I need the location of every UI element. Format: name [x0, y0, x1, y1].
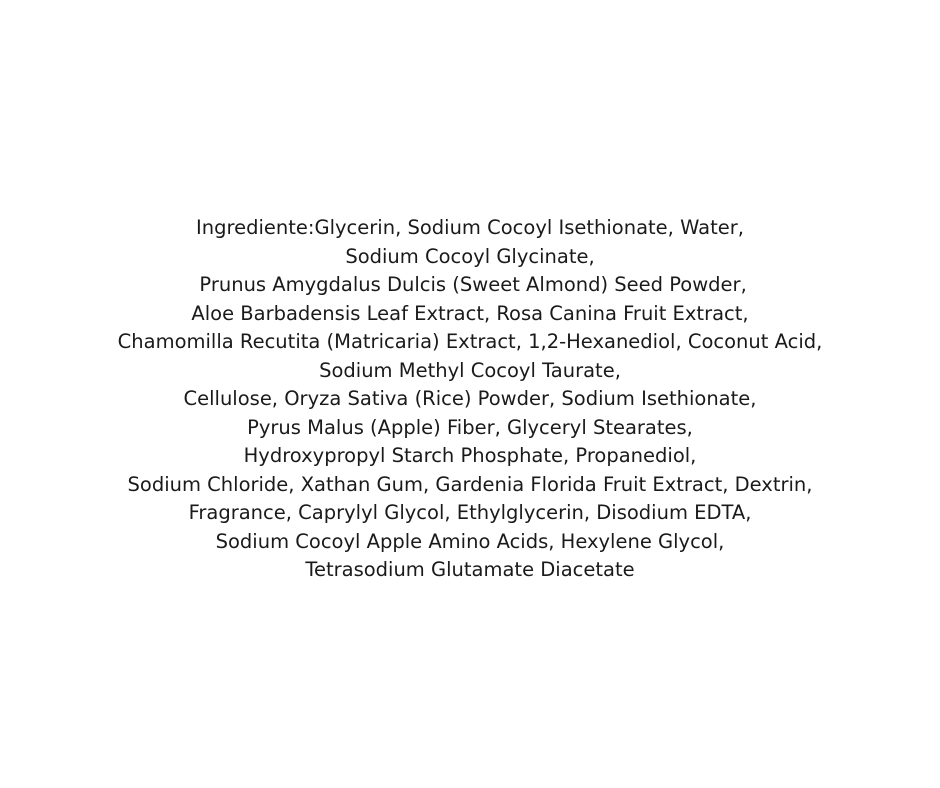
ingredients-line: Sodium Cocoyl Glycinate, [345, 244, 595, 268]
ingredients-line: Pyrus Malus (Apple) Fiber, Glyceryl Stearates, [247, 415, 693, 439]
ingredients-line: Aloe Barbadensis Leaf Extract, Rosa Canina Fruit Extract, [191, 301, 749, 325]
ingredients-line: Tetrasodium Glutamate Diacetate [305, 558, 635, 581]
ingredients-line: Prunus Amygdalus Dulcis (Sweet Almond) Seed Powder, [193, 273, 747, 296]
ingredients-line: Ingrediente:Glycerin, Sodium Cocoyl Isethionate, Water, [196, 216, 744, 239]
ingredients-line: Chamomilla Recutita (Matricaria) Extract, 1,2-Hexanediol, Coconut Acid, [117, 330, 823, 353]
ingredients-line: Fragrance, Caprylyl Glycol, Ethylglycerin, Disodium EDTA, [188, 501, 752, 524]
ingredients-line: Sodium Chloride, Xathan Gum, Gardenia Florida Fruit Extract, Dextrin, [127, 472, 813, 496]
ingredients-line: Cellulose, Oryza Sativa (Rice) Powder, Sodium Isethionate, [183, 387, 757, 410]
ingredients-line: Hydroxypropyl Starch Phosphate, Propanediol, [243, 444, 697, 467]
ingredients-list [0, 214, 940, 585]
ingredients-line: Sodium Methyl Cocoyl Taurate, [319, 358, 621, 382]
ingredients-line: Sodium Cocoyl Apple Amino Acids, Hexylene Glycol, [215, 529, 725, 553]
